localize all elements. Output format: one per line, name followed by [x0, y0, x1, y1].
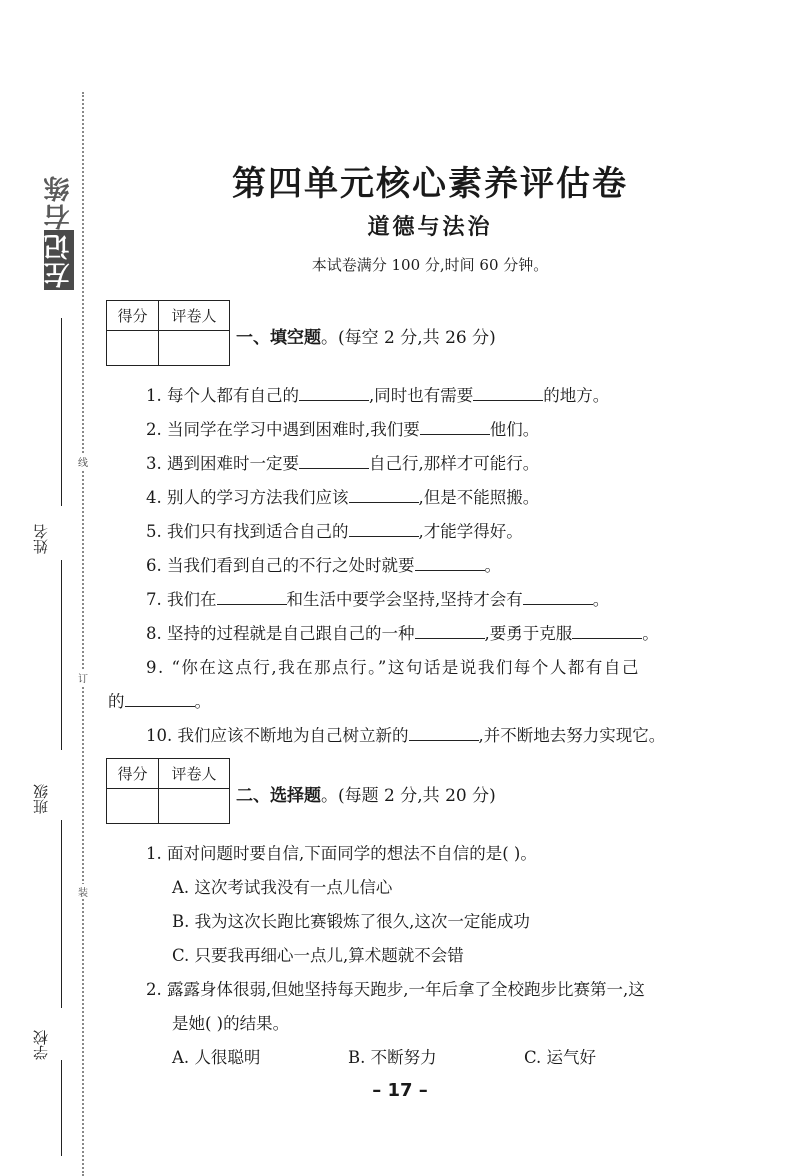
page-number: – 17 – — [372, 1080, 428, 1101]
option-c[interactable]: C. 运气好 — [524, 1048, 597, 1067]
section-heading — [236, 323, 496, 348]
page-title: 第四单元核心素养评估卷 — [232, 164, 628, 204]
question: 4. 别人的学习方法我们应该 ,但是不能照搬。 — [146, 488, 540, 507]
question: 6. 当我们看到自己的不行之处时就要 。 — [146, 556, 501, 575]
grader-header: 评卷人 — [159, 759, 229, 789]
question-continuation: 的 。 — [108, 692, 211, 711]
section-title: 二、选择题 — [236, 786, 321, 806]
answer-blank[interactable] — [409, 726, 479, 741]
score-header: 得分 — [107, 759, 159, 789]
score-cell[interactable] — [107, 789, 159, 823]
class-label: 班级 — [32, 784, 50, 814]
grader-cell[interactable] — [159, 789, 229, 823]
name-line — [61, 318, 62, 506]
question: 2. 当同学在学习中遇到困难时,我们要 他们。 — [146, 420, 540, 439]
class-line — [61, 560, 62, 750]
answer-blank[interactable] — [299, 454, 369, 469]
binding-mark: 线 — [76, 454, 90, 469]
subject-title: 道德与法治 — [367, 215, 493, 240]
score-box — [106, 758, 230, 824]
question-stem: 1. 面对问题时要自信,下面同学的想法不自信的是( )。 — [146, 844, 537, 863]
brand-logo — [38, 168, 78, 296]
answer-blank[interactable] — [217, 590, 287, 605]
school-label: 学校 — [32, 1030, 50, 1060]
grader-header: 评卷人 — [159, 301, 229, 331]
binding-mark: 订 — [76, 670, 90, 685]
question: 1. 每个人都有自己的 ,同时也有需要 的地方。 — [146, 386, 610, 405]
section-heading — [236, 781, 496, 806]
binding-dotted-line — [82, 92, 84, 1176]
answer-blank[interactable] — [420, 420, 490, 435]
bottom-line — [61, 1060, 62, 1156]
score-header: 得分 — [107, 301, 159, 331]
question-stem: 2. 露露身体很弱,但她坚持每天跑步,一年后拿了全校跑步比赛第一,这 — [146, 980, 645, 999]
question-stem-continuation: 是她( )的结果。 — [172, 1014, 290, 1033]
binding-mark: 装 — [76, 884, 90, 899]
option-b[interactable]: B. 不断努力 — [348, 1048, 437, 1067]
answer-blank[interactable] — [349, 488, 419, 503]
score-box — [106, 300, 230, 366]
option-c[interactable]: C. 只要我再细心一点儿,算术题就不会错 — [172, 946, 464, 965]
grader-cell[interactable] — [159, 331, 229, 365]
answer-blank[interactable] — [299, 386, 369, 401]
exam-note: 本试卷满分 100 分,时间 60 分钟。 — [311, 256, 549, 274]
answer-blank[interactable] — [415, 624, 485, 639]
section-meta: 。(每题 2 分,共 20 分) — [321, 786, 496, 806]
question: 3. 遇到困难时一定要 自己行,那样才可能行。 — [146, 454, 540, 473]
answer-blank[interactable] — [415, 556, 485, 571]
section-title: 一、填空题 — [236, 328, 321, 348]
score-cell[interactable] — [107, 331, 159, 365]
question: 8. 坚持的过程就是自己跟自己的一种 ,要勇于克服 。 — [146, 624, 659, 643]
answer-blank[interactable] — [349, 522, 419, 537]
question: 10. 我们应该不断地为自己树立新的 ,并不断地去努力实现它。 — [146, 726, 666, 745]
question: 9. “你在这点行,我在那点行。”这句话是说我们每个人都有自己 — [146, 658, 640, 677]
option-a[interactable]: A. 人很聪明 — [172, 1048, 261, 1067]
section-meta: 。(每空 2 分,共 26 分) — [321, 328, 496, 348]
option-b[interactable]: B. 我为这次长跑比赛锻炼了很久,这次一定能成功 — [172, 912, 530, 931]
question: 7. 我们在 和生活中要学会坚持,坚持才会有 。 — [146, 590, 610, 609]
option-a[interactable]: A. 这次考试我没有一点儿信心 — [172, 878, 393, 897]
school-line — [61, 820, 62, 1008]
name-label: 姓名 — [32, 524, 50, 554]
answer-blank[interactable] — [523, 590, 593, 605]
answer-blank[interactable] — [572, 624, 642, 639]
question: 5. 我们只有找到适合自己的 ,才能学得好。 — [146, 522, 523, 541]
answer-blank[interactable] — [473, 386, 543, 401]
answer-blank[interactable] — [125, 692, 195, 707]
brand-plain: 右练 — [43, 174, 74, 230]
brand-highlight: 左记 — [43, 232, 74, 288]
